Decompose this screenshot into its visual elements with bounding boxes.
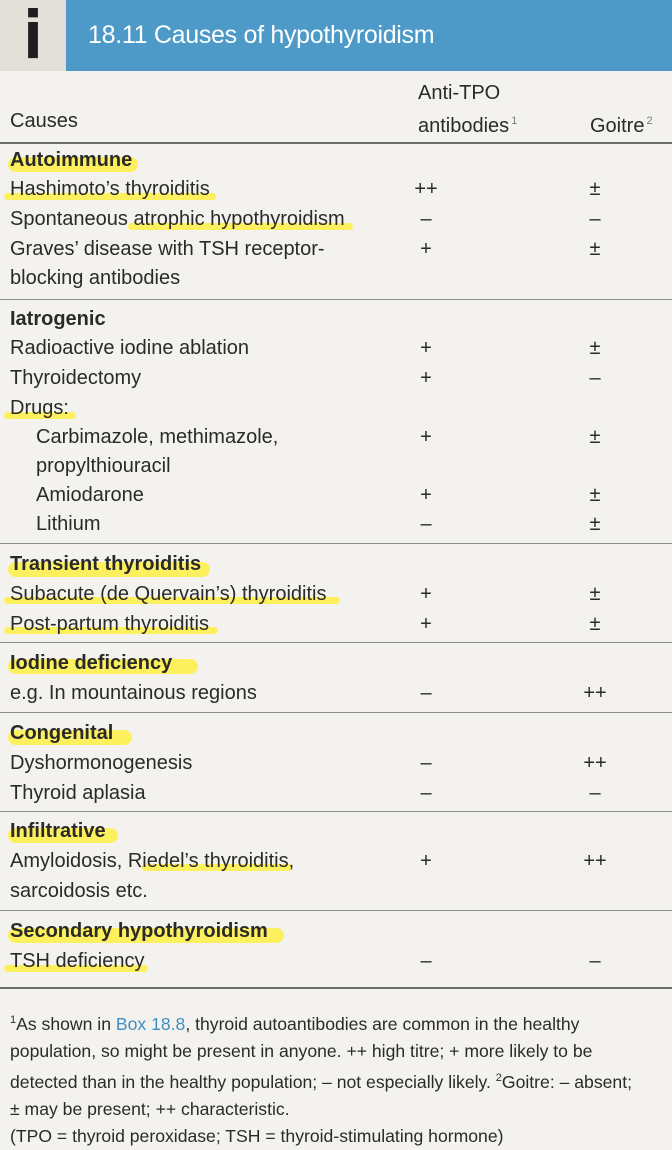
row-goitre: ± <box>589 337 601 359</box>
row-anti-tpo: + <box>420 426 432 448</box>
info-icon: i <box>23 0 43 74</box>
row-anti-tpo: – <box>420 782 432 804</box>
footnote: $^1$As shown in Box 18.8, thyroid autoantibodies are common in the healthy population, so might be present in anyone. ++ high titre; + more likely to be detected than in the healthy population; – not especially likely. $^2$Goitre: – absent; ± may be present; ++ characteristic. (TPO = thyroid peroxidase; TSH = thyroid-stimulating hormone) <box>10 1014 632 1146</box>
section-heading: Iatrogenic <box>10 308 106 330</box>
row-cause: Hashimoto’s thyroiditis <box>10 178 210 200</box>
box-header <box>0 0 672 74</box>
box-reference-link[interactable]: Box 18.8 <box>115 1014 186 1034</box>
row-anti-tpo: + <box>420 484 432 506</box>
row-goitre: ± <box>589 613 601 635</box>
row-anti-tpo: – <box>420 682 432 704</box>
row-cause-indented: Amiodarone <box>36 484 144 506</box>
row-anti-tpo: + <box>420 337 432 359</box>
row-cause: Post-partum thyroiditis <box>10 613 209 635</box>
footnote-rule <box>0 987 672 989</box>
row-cause: Thyroidectomy <box>10 367 142 389</box>
column-header-causes: Causes <box>10 110 78 132</box>
row-anti-tpo: – <box>420 208 432 230</box>
row-anti-tpo: – <box>420 513 432 535</box>
row-anti-tpo: + <box>420 238 432 260</box>
column-header-goitre: Goitre $^2$ <box>590 115 653 137</box>
row-anti-tpo: + <box>420 367 432 389</box>
section-heading: Autoimmune <box>10 149 133 171</box>
row-goitre: ++ <box>583 850 607 872</box>
row-cause: Drugs: <box>10 397 69 419</box>
row-goitre: ± <box>589 583 601 605</box>
info-icon-box <box>0 0 66 74</box>
section-heading: Transient thyroiditis <box>10 553 202 575</box>
section-heading: Iodine deficiency <box>10 652 173 674</box>
footnote-mark-2: 2 <box>495 1072 502 1084</box>
row-cause-continued: blocking antibodies <box>10 267 181 289</box>
row-cause-continued: propylthiouracil <box>36 455 171 477</box>
column-header-anti-tpo-line2: antibodies $^1$ <box>418 115 518 137</box>
row-cause: e.g. In mountainous regions <box>10 682 257 704</box>
section-heading: Congenital <box>10 722 114 744</box>
row-cause-indented: Carbimazole, methimazole, <box>36 426 279 448</box>
row-goitre: ++ <box>583 682 607 704</box>
row-cause-indented: Lithium <box>36 513 101 535</box>
header-rule <box>0 142 672 144</box>
section-rule <box>0 910 672 911</box>
section-heading: Infiltrative <box>10 820 106 842</box>
footnote-ref-1: 1 <box>511 115 518 127</box>
row-goitre: – <box>589 367 601 389</box>
row-cause-continued: sarcoidosis etc. <box>10 880 148 902</box>
row-anti-tpo: ++ <box>414 178 438 200</box>
column-header-anti-tpo-line1: Anti-TPO <box>418 82 501 104</box>
row-goitre: ++ <box>583 752 607 774</box>
title-bar <box>66 0 672 71</box>
row-goitre: ± <box>589 178 601 200</box>
row-goitre: ± <box>589 238 601 260</box>
row-goitre: – <box>589 782 601 804</box>
row-cause: Radioactive iodine ablation <box>10 337 250 359</box>
section-rule <box>0 712 672 713</box>
row-anti-tpo: – <box>420 752 432 774</box>
row-cause: Spontaneous atrophic hypothyroidism <box>10 208 345 230</box>
row-anti-tpo: + <box>420 613 432 635</box>
row-anti-tpo: + <box>420 850 432 872</box>
row-anti-tpo: + <box>420 583 432 605</box>
row-cause: Subacute (de Quervain’s) thyroiditis <box>10 583 327 605</box>
section-rule <box>0 811 672 812</box>
row-anti-tpo: – <box>420 950 432 972</box>
row-goitre: ± <box>589 426 601 448</box>
box-title: 18.11 Causes of hypothyroidism <box>88 21 435 49</box>
row-cause: TSH deficiency <box>10 950 145 972</box>
row-goitre: ± <box>589 513 601 535</box>
row-cause: Amyloidosis, Riedel’s thyroiditis, <box>10 850 295 872</box>
section-heading: Secondary hypothyroidism <box>10 920 268 942</box>
footnote-ref-2: 2 <box>646 115 653 127</box>
section-rule <box>0 543 672 544</box>
row-cause: Graves’ disease with TSH receptor- <box>10 238 325 260</box>
row-cause: Thyroid aplasia <box>10 782 146 804</box>
section-rule <box>0 642 672 643</box>
row-goitre: – <box>589 950 601 972</box>
row-goitre: ± <box>589 484 601 506</box>
footnote-mark-1: 1 <box>10 1014 17 1026</box>
section-rule <box>0 299 672 300</box>
row-goitre: – <box>589 208 601 230</box>
row-cause: Dyshormonogenesis <box>10 752 193 774</box>
